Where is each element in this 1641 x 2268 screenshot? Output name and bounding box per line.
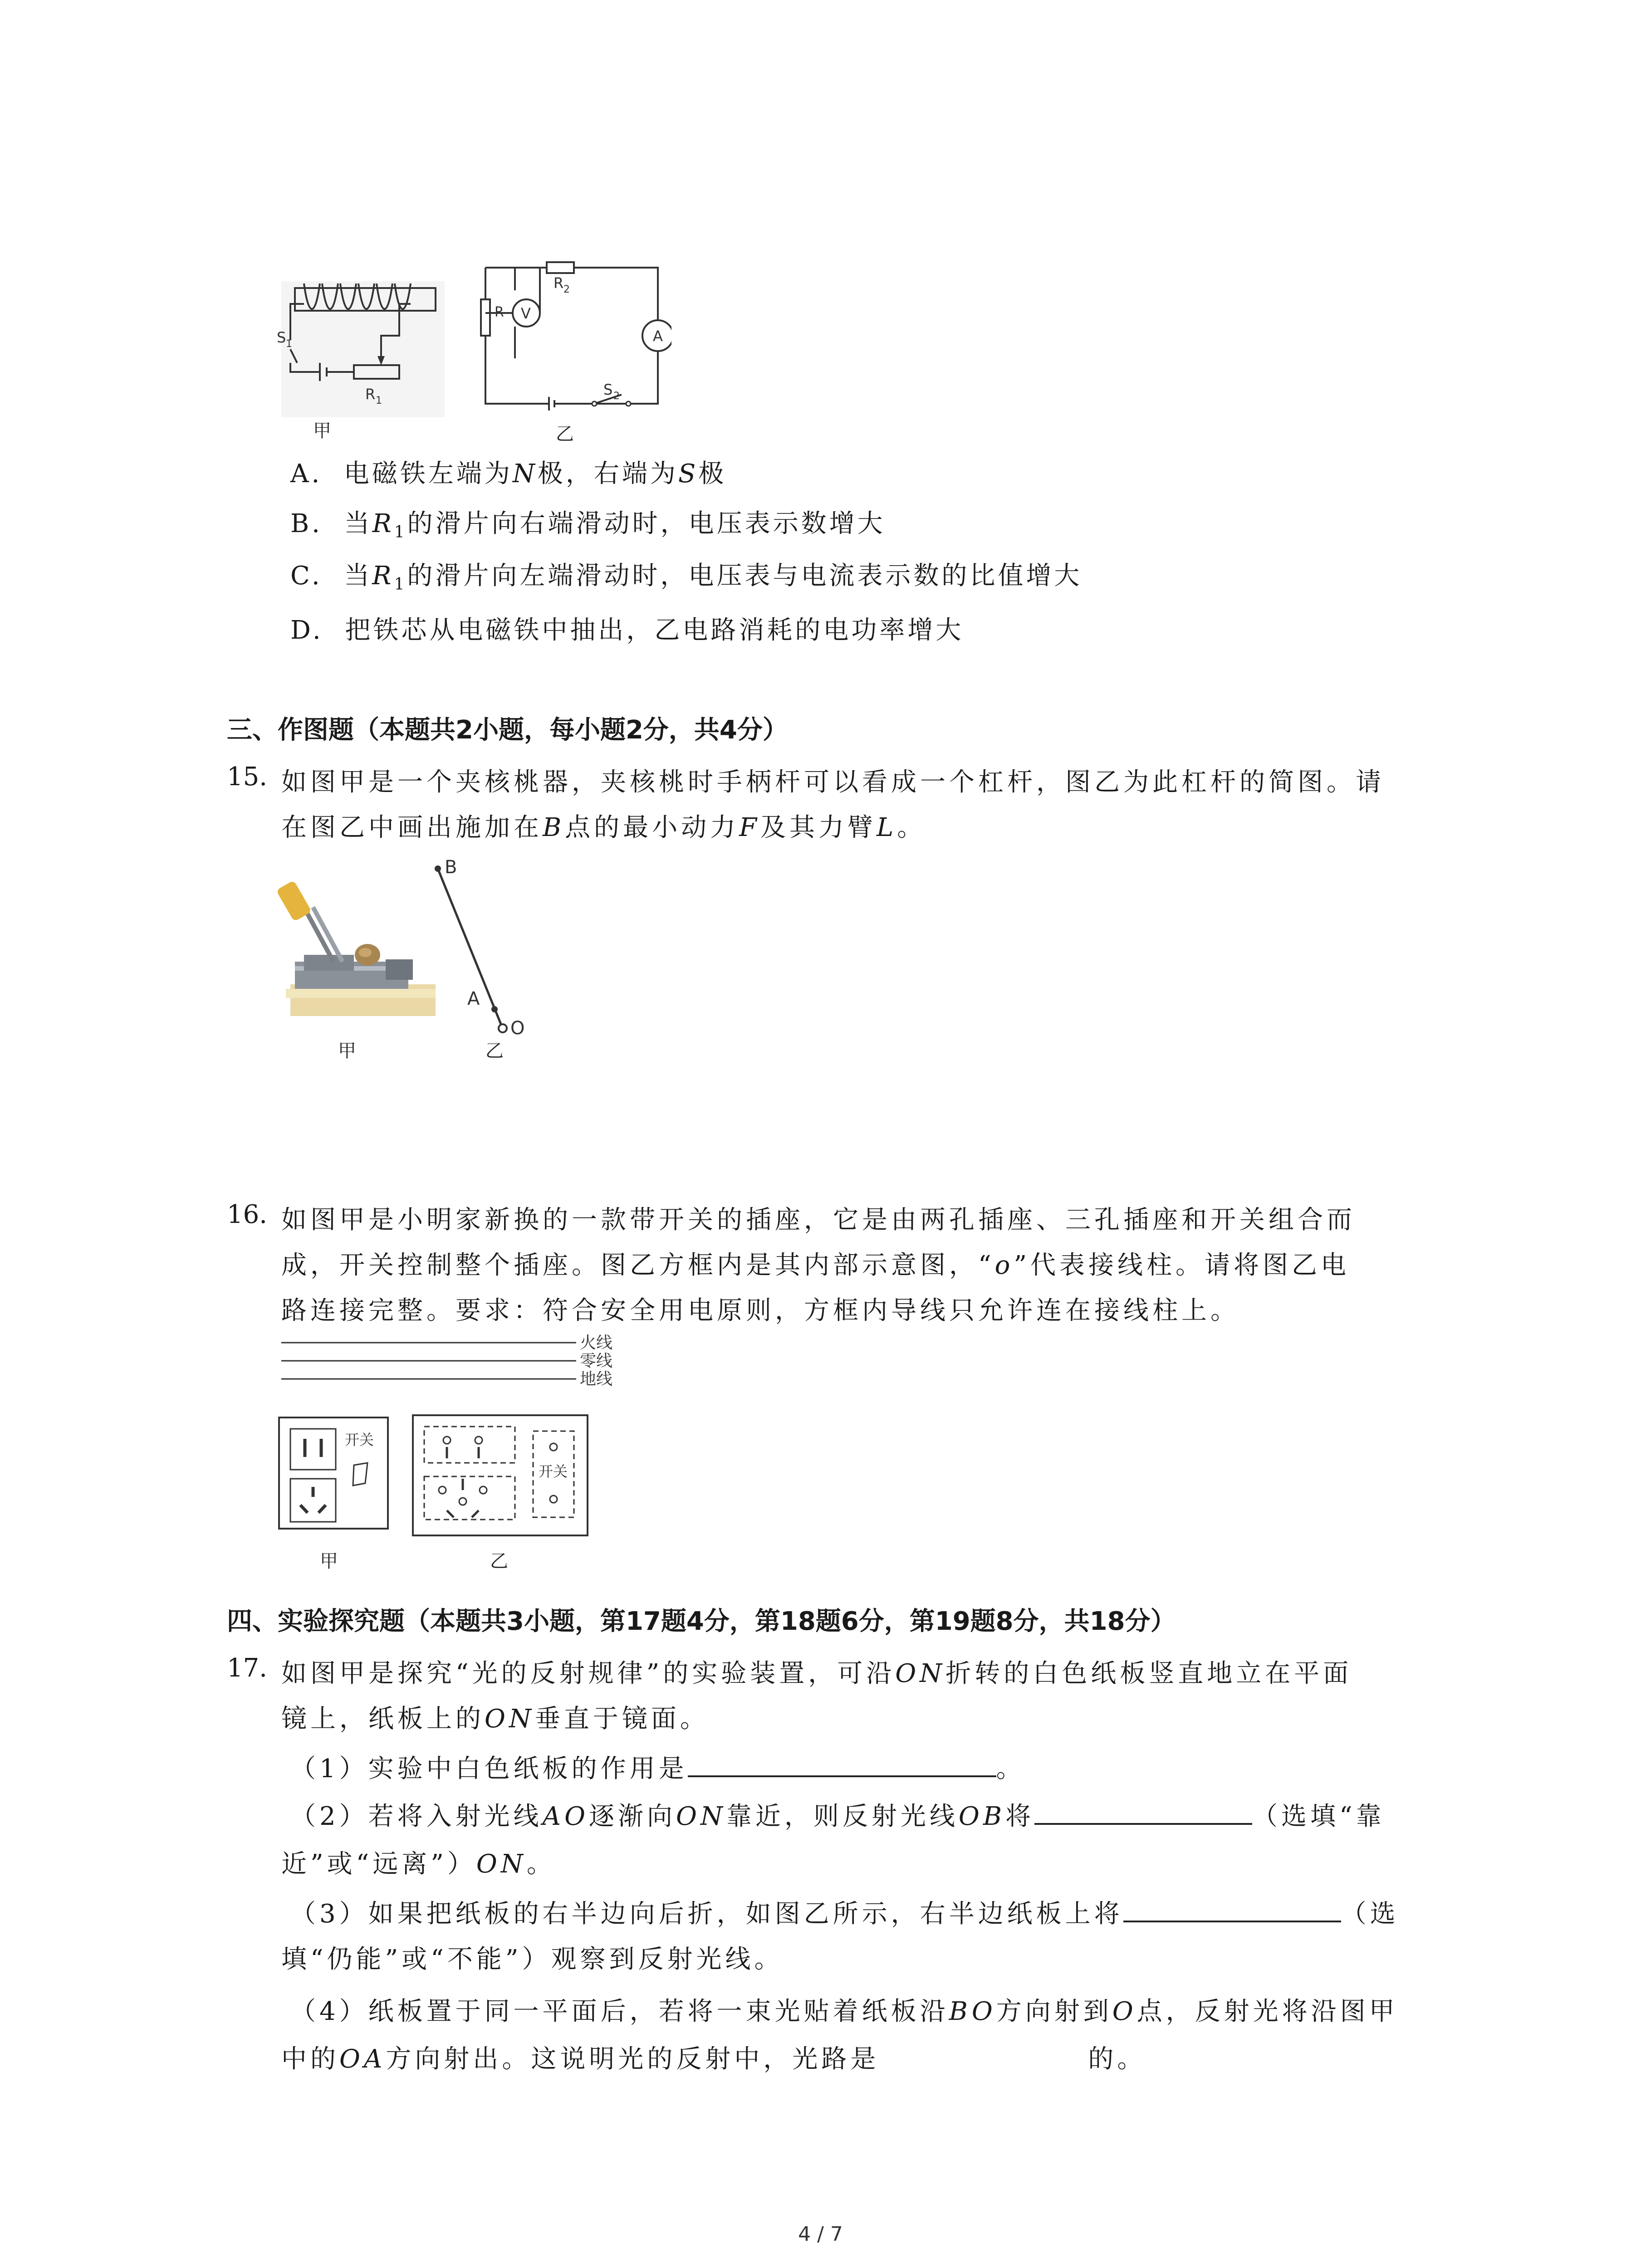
- option-letter: B.: [290, 509, 323, 538]
- text: 点，反射光将沿图甲: [1136, 1997, 1398, 2026]
- q16-label-jia: 甲: [320, 1551, 338, 1572]
- lever-label-b: B: [445, 857, 457, 878]
- q16-number: 16.: [227, 1200, 268, 1229]
- q17-blank-1[interactable]: [688, 1750, 996, 1777]
- option-text: 电磁铁左端为: [343, 459, 513, 489]
- text: 。: [526, 1849, 556, 1879]
- var-on: ON: [476, 1849, 527, 1879]
- text: 成，开关控制整个插座。图乙方框内是其内部示意图，“: [281, 1251, 995, 1280]
- text: 点的最小动力: [565, 813, 740, 842]
- option-letter: A.: [290, 459, 323, 489]
- q17-sub3-line2: 填“仍能”或“不能”）观察到反射光线。: [281, 1945, 784, 1974]
- var-sub: 1: [394, 523, 407, 542]
- var-r: R: [372, 561, 394, 591]
- q16-inner-diagram-yi: [411, 1413, 592, 1540]
- option-text: 当: [344, 561, 372, 591]
- var-o: O: [1112, 1997, 1137, 2026]
- wire-fire-label: 火线: [580, 1334, 613, 1352]
- q16-wires-diagram: [277, 1334, 631, 1406]
- svg-text:R: R: [495, 304, 504, 320]
- q15-label-yi: 乙: [485, 1041, 504, 1061]
- svg-text:1: 1: [286, 338, 292, 350]
- option-text: 极，右端为: [537, 459, 678, 489]
- text: （2）若将入射光线: [290, 1802, 543, 1831]
- q15-number: 15.: [227, 762, 268, 792]
- var-oa: OA: [339, 2044, 386, 2074]
- q16-line3: 路连接完整。要求：符合安全用电原则，方框内导线只允许连在接线柱上。: [281, 1296, 1239, 1325]
- q14-label-yi: 乙: [556, 424, 574, 445]
- text: （3）如果把纸板的右半边向后折，如图乙所示，右半边纸板上将: [290, 1899, 1123, 1929]
- section-4-title: 四、实验探究题（本题共3小题，第17题4分，第18题6分，第19题8分，共18分）: [227, 1607, 1176, 1636]
- text: （选: [1341, 1899, 1399, 1929]
- q17-sub4: [290, 1991, 1398, 2028]
- svg-text:V: V: [521, 305, 531, 322]
- text: 方向射到: [996, 1997, 1112, 2026]
- switch-label-jia: 开关: [345, 1431, 374, 1448]
- svg-text:2: 2: [613, 391, 620, 402]
- text: 。: [996, 1754, 1025, 1784]
- q17-blank-3[interactable]: [1123, 1895, 1341, 1922]
- text: ”代表接线柱。请将图乙电: [1014, 1251, 1350, 1280]
- q17-sub2: [290, 1796, 1385, 1833]
- q16-label-yi: 乙: [490, 1551, 508, 1572]
- q14-label-jia: 甲: [313, 420, 331, 441]
- svg-text:R: R: [554, 274, 564, 292]
- var-on: ON: [676, 1802, 726, 1831]
- text: 如图甲是探究“光的反射规律”的实验装置，可沿: [281, 1659, 896, 1688]
- svg-text:S: S: [603, 381, 613, 398]
- terminal-symbol: o: [994, 1251, 1014, 1280]
- var-n: N: [512, 459, 538, 489]
- q16-line1: 如图甲是小明家新换的一款带开关的插座，它是由两孔插座、三孔插座和开关组合而: [281, 1205, 1356, 1235]
- var-f: F: [739, 813, 761, 842]
- var-on: ON: [895, 1659, 946, 1688]
- text: 及其力臂: [760, 813, 877, 842]
- text: 在图乙中画出施加在: [281, 813, 543, 842]
- q17-sub1: [290, 1749, 1025, 1785]
- q15-line2: [281, 807, 926, 844]
- q17-blank-4[interactable]: [879, 2042, 1088, 2068]
- var-bo: BO: [949, 1997, 996, 2026]
- q17-line2: [281, 1699, 709, 1735]
- option-text: 的滑片向左端滑动时，电压表与电流表示数的比值增大: [407, 561, 1083, 591]
- var-ao: AO: [542, 1802, 589, 1831]
- var-b: B: [543, 813, 565, 842]
- var-r: R: [372, 509, 394, 538]
- switch-label-yi: 开关: [539, 1463, 568, 1480]
- svg-text:A: A: [653, 327, 663, 345]
- wire-zero-label: 零线: [580, 1352, 613, 1370]
- svg-text:1: 1: [376, 395, 382, 406]
- q16-line2: [281, 1245, 1350, 1281]
- text: 中的: [281, 2044, 339, 2074]
- var-ob: OB: [958, 1802, 1005, 1831]
- q15-line1: 如图甲是一个夹核桃器，夹核桃时手柄杆可以看成一个杠杆，图乙为此杠杆的简图。请: [281, 767, 1385, 797]
- option-letter: D.: [290, 616, 323, 645]
- option-text: 的滑片向右端滑动时，电压表示数增大: [407, 509, 886, 538]
- q14-option-d[interactable]: [290, 610, 964, 646]
- q14-option-b[interactable]: [290, 503, 886, 542]
- option-letter: C.: [290, 561, 323, 591]
- q15-nutcracker-photo: [277, 875, 436, 1021]
- text: 折转的白色纸板竖直地立在平面: [945, 1659, 1352, 1688]
- var-on: ON: [485, 1704, 535, 1734]
- var-l: L: [877, 813, 897, 842]
- wire-ground-label: 地线: [580, 1370, 613, 1388]
- lever-label-o: O: [510, 1018, 525, 1036]
- q15-lever-diagram: [422, 855, 531, 1036]
- text: 。: [897, 813, 926, 842]
- text: 镜上，纸板上的: [281, 1704, 485, 1734]
- text: 的。: [1088, 2044, 1146, 2074]
- q14-option-c[interactable]: [290, 556, 1082, 594]
- q17-number: 17.: [227, 1653, 268, 1683]
- q14-figure-yi: [472, 259, 671, 422]
- q17-blank-2[interactable]: [1034, 1798, 1252, 1825]
- text: （4）纸板置于同一平面后，若将一束光贴着纸板沿: [290, 1997, 949, 2026]
- svg-text:2: 2: [563, 284, 570, 295]
- q17-sub3: [290, 1894, 1399, 1930]
- text: （选填“靠: [1252, 1802, 1385, 1831]
- text: 将: [1005, 1802, 1034, 1831]
- section-3-title: 三、作图题（本题共2小题，每小题2分，共4分）: [227, 715, 788, 745]
- text: 近”或“远离”）: [281, 1849, 476, 1879]
- option-text: 当: [344, 509, 372, 538]
- lever-label-a: A: [467, 988, 480, 1009]
- text: 逐渐向: [589, 1802, 676, 1831]
- q17-line1: [281, 1653, 1352, 1690]
- q16-socket-jia: [277, 1415, 395, 1533]
- q17-sub4-line2: [281, 2039, 1146, 2075]
- var-s: S: [678, 459, 699, 489]
- option-text: 极: [698, 459, 727, 489]
- svg-text:S: S: [277, 329, 286, 346]
- q14-option-a[interactable]: [290, 454, 726, 490]
- option-text: 把铁芯从电磁铁中抽出，乙电路消耗的电功率增大: [345, 616, 964, 645]
- text: 靠近，则反射光线: [726, 1802, 959, 1831]
- text: 方向射出。这说明光的反射中，光路是: [386, 2044, 880, 2074]
- q17-sub2-line2: [281, 1844, 556, 1880]
- var-sub: 1: [394, 575, 407, 594]
- q14-jia-label-overlay: [277, 254, 449, 417]
- text: （1）实验中白色纸板的作用是: [290, 1754, 688, 1784]
- svg-text:R: R: [365, 386, 376, 403]
- text: 垂直于镜面。: [534, 1704, 709, 1734]
- page-number: 4 / 7: [798, 2223, 843, 2246]
- q15-label-jia: 甲: [338, 1041, 356, 1061]
